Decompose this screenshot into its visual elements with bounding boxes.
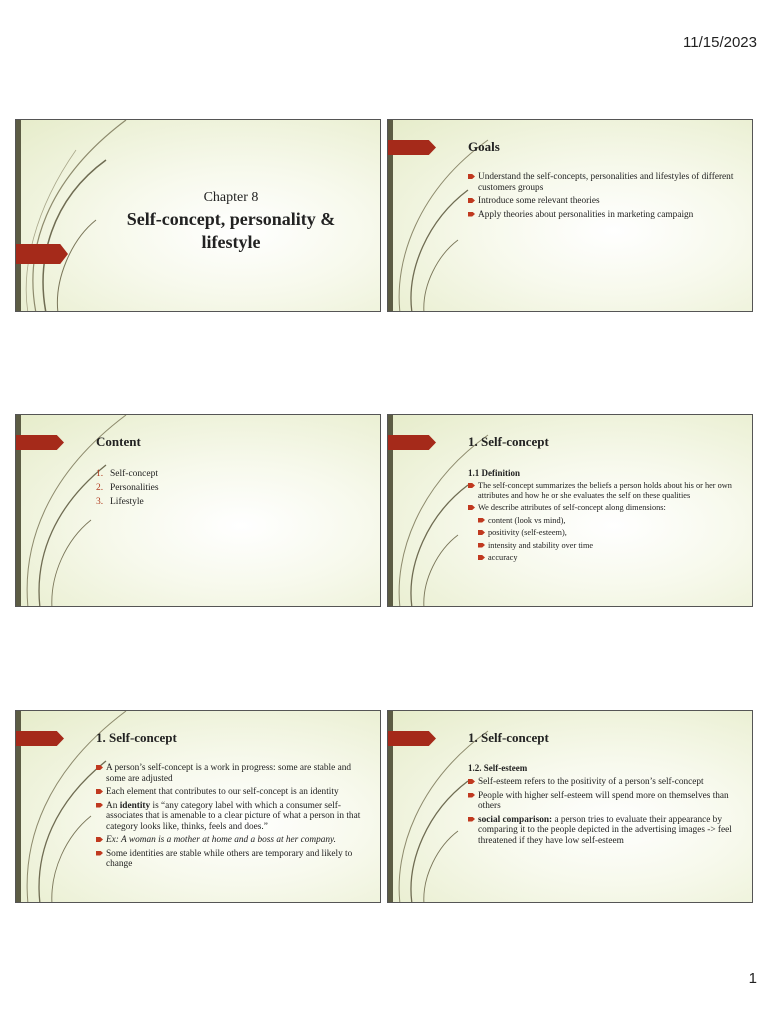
accent-arrow	[388, 435, 436, 450]
sub-list-item: accuracy	[478, 553, 738, 563]
sub-list-item: positivity (self-esteem),	[478, 528, 738, 538]
text-run: An	[106, 800, 120, 811]
list-item: The self-concept summarizes the beliefs a person holds about his or her own attributes and how he or she evaluates the self on these qualities	[468, 481, 738, 500]
title-line-1: Self-concept, personality &	[126, 209, 336, 229]
list-item	[468, 815, 738, 847]
item-number: 2.	[96, 483, 104, 493]
list-item: Understand the self-concepts, personalities and lifestyles of different customers groups	[468, 172, 738, 193]
decorative-curves	[16, 415, 381, 607]
sub-list-item: content (look vs mind),	[478, 516, 738, 526]
identity-list	[96, 763, 366, 873]
example-text: Ex: A woman is a mother at home and a boss at her company.	[106, 835, 336, 845]
subheading: 1.1 Definition	[468, 468, 521, 478]
accent-arrow	[16, 244, 68, 264]
list-item: People with higher self-esteem will spend more on themselves than others	[468, 791, 738, 812]
item-number: 3.	[96, 497, 104, 507]
definition-list	[468, 481, 738, 566]
content-list	[96, 467, 159, 509]
list-item	[96, 801, 366, 833]
chapter-label: Chapter 8	[203, 190, 259, 205]
item-text: Lifestyle	[110, 497, 144, 507]
list-item: Self-esteem refers to the positivity of a person’s self-concept	[468, 777, 738, 788]
item-text: Self-concept	[110, 469, 159, 479]
text-run: a person tries to evaluate their appearance by comparing it to the people depicted in the advertising images -> feel threatened if they have low self-esteem	[478, 814, 732, 846]
slide-3-content	[15, 414, 381, 607]
list-item: We describe attributes of self-concept along dimensions:	[468, 503, 738, 513]
list-item	[96, 495, 159, 509]
print-date: 11/15/2023	[683, 34, 757, 51]
slide-title: 1. Self-concept	[468, 730, 549, 745]
slide-1-title	[15, 119, 381, 312]
list-item: Introduce some relevant theories	[468, 196, 738, 207]
text-run: is “any category label with which a consumer self-associates that is amenable to a clear picture of what a person in that category looks like, thinks, feels and does.”	[106, 800, 361, 832]
sub-list-item: intensity and stability over time	[478, 541, 738, 551]
bold-term: social comparison:	[478, 814, 553, 825]
title-line-2: lifestyle	[201, 232, 261, 252]
slide-title: 1. Self-concept	[96, 730, 177, 745]
list-item: A person’s self-concept is a work in progress: some are stable and some are adjusted	[96, 763, 366, 784]
accent-arrow	[16, 435, 64, 450]
list-item	[96, 835, 366, 846]
list-item	[96, 467, 159, 481]
item-number: 1.	[96, 469, 104, 479]
list-item	[96, 481, 159, 495]
subheading: 1.2. Self-esteem	[468, 763, 528, 773]
self-esteem-list	[468, 777, 738, 849]
slide-2-goals	[387, 119, 753, 312]
slide-5-identity	[15, 710, 381, 903]
accent-arrow	[16, 731, 64, 746]
page-number: 1	[748, 970, 757, 987]
slide-main-title	[101, 208, 361, 254]
accent-arrow	[388, 140, 436, 155]
bold-term: identity	[119, 800, 151, 811]
slide-title: Goals	[468, 139, 500, 154]
slide-4-definition	[387, 414, 753, 607]
title-block	[101, 190, 361, 254]
accent-arrow	[388, 731, 436, 746]
slide-6-self-esteem	[387, 710, 753, 903]
list-item: Some identities are stable while others are temporary and likely to change	[96, 849, 366, 870]
item-text: Personalities	[110, 483, 159, 493]
list-item: Each element that contributes to our self-concept is an identity	[96, 787, 366, 798]
list-item: Apply theories about personalities in marketing campaign	[468, 210, 738, 221]
goals-list	[468, 172, 738, 223]
slide-title: 1. Self-concept	[468, 434, 549, 449]
slide-title: Content	[96, 434, 141, 449]
